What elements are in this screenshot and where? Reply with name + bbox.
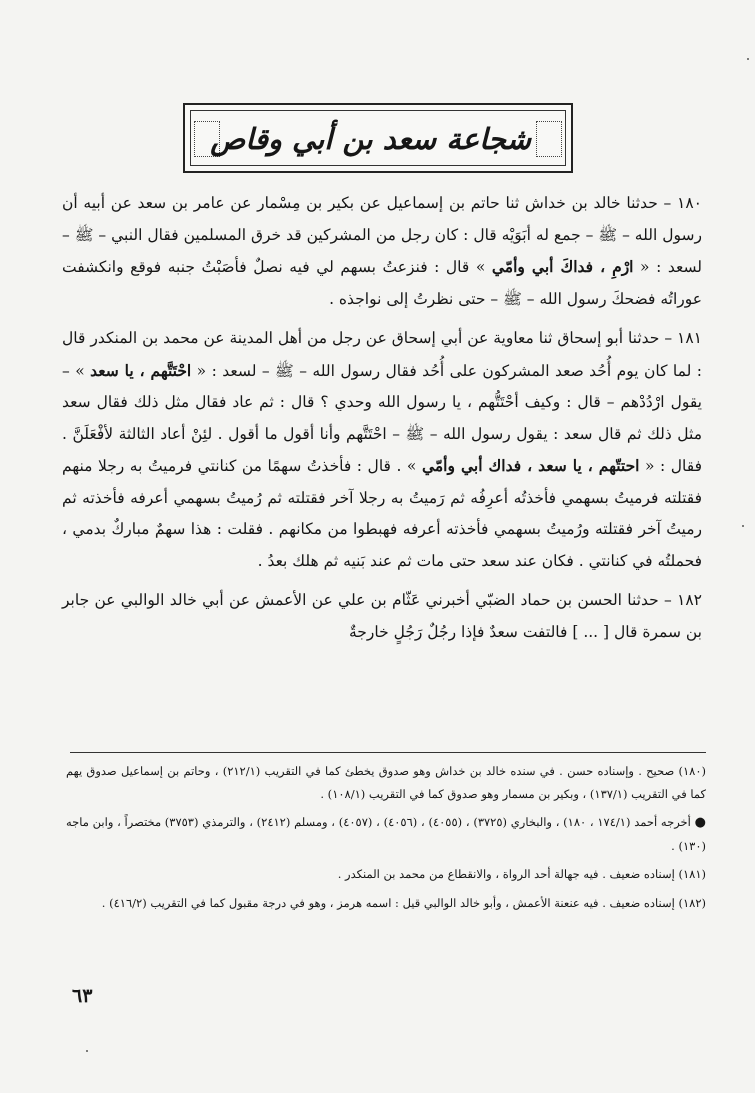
right-ornament-icon xyxy=(536,121,562,157)
chapter-title: شجاعة سعد بن أبي وقاص xyxy=(210,122,531,156)
scan-speck xyxy=(747,58,749,60)
hadith-181: ١٨١ – حدثنا أبو إسحاق ثنا معاوية عن أبي إسحاق عن رجل من أهل المدينة عن محمد بن المنكدر قال : لما كان يوم أُحُد صعد المشركون على أُحُد فقال رسول الله – ﷺ – لسعد : « احْتَتَّهم ، يا سعد » – يقول ارْدُدْهم – قال : وكيف أحْتَتُّهم ، يا رسول الله وحدي ؟ قال : ثم عاد فقال مثل ذلك فقال سعد مثل ذلك ثم قال سعد : يقول رسول الله – ﷺ – احْتَتَّهم وأنا أقول ما أقول . لئِنْ أعاد الثالثة لأفْعَلَنَّ . فقال : « احتتّهم ، يا سعد ، فداك أبي وأمّي » . قال : فأخذتُ سهمًا من كنانتي فرميتُ به رجلا منهم فقتلته فرميتُ بسهمي فأخذتُه أعرِفُه ثم رَميتُ به رجلا آخر فقتلته ثم رُميتُ بسهمي أعرفه فأخذته ثم رميتُ آخر فقتلته ورُميتُ بسهمي فأخذته أعرفه فهبطوا من مكانهم . فقلت : هذا سهمٌ مباركٌ بدمي ، فحملتُه في كنانتي . فكان عند سعد حتى مات ثم عند بَنيه ثم هلك بعدُ . xyxy=(62,329,702,570)
scan-speck xyxy=(742,525,744,527)
bullet-icon: ● xyxy=(694,815,707,830)
footnotes xyxy=(66,760,706,920)
emphasis: ارْمِ ، فداكَ أبي وأمّي xyxy=(491,257,634,276)
footnote-180-sources: ● أخرجه أحمد (١٧٤/١ ، ١٨٠) ، والبخاري (٣٧٢٥) ، (٤٠٥٥) ، (٤٠٥٦) ، (٤٠٥٧) ، ومسلم (٢٤١٢) ، والترمذي (٣٧٥٣) مختصراً ، وابن ماجه (١٣٠) . xyxy=(66,815,707,853)
footnote-181: (١٨١) إسناده ضعيف . فيه جهالة أحد الرواة ، والانقطاع من محمد بن المنكدر . xyxy=(337,867,706,881)
scan-speck xyxy=(86,1050,88,1052)
footnote-182: (١٨٢) إسناده ضعيف . فيه عنعنة الأعمش ، وأبو خالد الوالبي قيل : اسمه هرمز ، وهو في درجة مقبول كما في التقريب (٤١٦/٢) . xyxy=(101,895,706,910)
footnote-180: (١٨٠) صحيح . وإسناده حسن . في سنده خالد بن خداش وهو صدوق يخطئ كما في التقريب (٢١٢/١) ، وحاتم بن إسماعيل صدوق يهم كما في التقريب (١٣٧/١) ، وبكير بن مسمار وهو صدوق كما في التقريب (١٠٨/١) . xyxy=(66,764,706,801)
hadith-182: ١٨٢ – حدثنا الحسن بن حماد الضبّي أخبرني عَثّام بن علي عن الأعمش عن أبي خالد الوالبي عن جابر بن سمرة قال [ ... ] فالتفت سعدٌ فإذا رجُلٌ رَجُلٍ خارجةٌ xyxy=(62,591,702,641)
hadith-180: ١٨٠ – حدثنا خالد بن خداش ثنا حاتم بن إسماعيل عن بكير بن مِسْمار عن عامر بن سعد عن أبيه أن رسول الله – ﷺ – جمع له أبَوَيْه قال : كان رجل من المشركين قد خرق المسلمين فقال النبي – ﷺ – لسعد : « ارْمِ ، فداكَ أبي وأمّي » قال : فنزعتُ بسهم لي فيه نصلٌ فأصَبْتُ جنبه فوقع وانكشفت عوراتُه فضحكَ رسول الله – ﷺ – حتى نظرتُ إلى نواجذه . xyxy=(62,194,702,308)
emphasis: احْتَتَّهم ، يا سعد xyxy=(90,360,192,380)
main-text xyxy=(62,188,702,656)
page-number: ٦٣ xyxy=(72,985,93,1007)
emphasis: احتتّهم ، يا سعد ، فداك أبي وأمّي xyxy=(421,456,640,475)
chapter-title-frame xyxy=(183,103,573,173)
footnote-divider xyxy=(70,752,706,753)
